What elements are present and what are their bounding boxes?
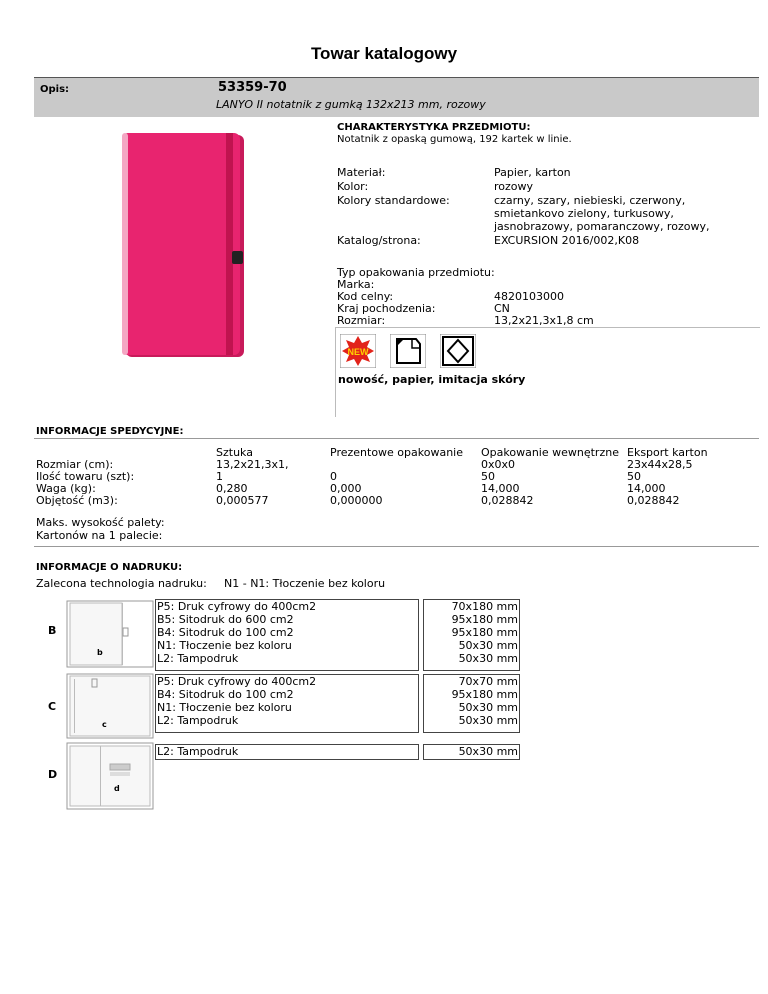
shipping-row-label: Ilość towaru (szt): <box>36 470 135 483</box>
print-method: B5: Sitodruk do 600 cm2 <box>157 613 294 626</box>
print-size: 70x70 mm <box>458 675 518 688</box>
shipping-cell: 50 <box>481 470 495 483</box>
shipping-bottom-divider <box>34 546 759 547</box>
packaging-value: 13,2x21,3x1,8 cm <box>494 314 594 327</box>
printing-heading: INFORMACJE O NADRUKU: <box>36 562 183 573</box>
print-method: N1: Tłoczenie bez koloru <box>157 701 292 714</box>
shipping-cell: 0,000577 <box>216 494 269 507</box>
product-image <box>118 131 258 363</box>
product-code: 53359-70 <box>218 80 287 95</box>
shipping-cell: 0x0x0 <box>481 458 516 471</box>
group-letter-c: C <box>48 700 57 713</box>
thumbnail-c <box>66 673 154 739</box>
print-size: 50x30 mm <box>458 745 518 758</box>
print-size: 95x180 mm <box>451 626 518 639</box>
shipping-row-label: Waga (kg): <box>36 482 96 495</box>
print-method: L2: Tampodruk <box>157 652 239 665</box>
new-badge-text: NEW <box>347 347 369 357</box>
icons-border <box>335 327 336 417</box>
print-size: 50x30 mm <box>458 639 518 652</box>
print-size: 95x180 mm <box>451 613 518 626</box>
page-title: Towar katalogowy <box>310 44 458 63</box>
packaging-label: Rozmiar: <box>337 314 386 327</box>
description-label: Opis: <box>40 84 70 95</box>
new-icon <box>340 334 376 368</box>
attribute-label: Kolory standardowe: <box>337 194 450 207</box>
shipping-cell: 0,000 <box>330 482 362 495</box>
thumbnail-d <box>66 742 154 810</box>
shipping-col-header: Prezentowe opakowanie <box>330 446 463 459</box>
attribute-value: rozowy <box>494 180 534 193</box>
attribute-label: Katalog/strona: <box>337 234 421 247</box>
shipping-cell: 13,2x21,3x1, <box>216 458 289 471</box>
product-description: LANYO II notatnik z gumką 132x213 mm, rozowy <box>216 98 486 111</box>
print-method: P5: Druk cyfrowy do 400cm2 <box>157 600 317 613</box>
print-method: B4: Sitodruk do 100 cm2 <box>157 688 294 701</box>
attribute-value: EXCURSION 2016/002,K08 <box>494 234 640 247</box>
shipping-col-header: Opakowanie wewnętrzne <box>481 446 619 459</box>
pallet-height-label: Maks. wysokość palety: <box>36 516 165 529</box>
shipping-cell: 0,280 <box>216 482 248 495</box>
print-size: 50x30 mm <box>458 652 518 665</box>
thumbnail-c-letter: c <box>102 720 107 729</box>
icons-caption: nowość, papier, imitacja skóry <box>338 373 526 386</box>
shipping-row-label: Objętość (m3): <box>36 494 118 507</box>
recommended-technology-value: N1 - N1: Tłoczenie bez koloru <box>224 577 386 590</box>
characteristics-text: Notatnik z opaską gumową, 192 kartek w linie. <box>337 134 572 145</box>
packaging-value: CN <box>494 302 510 315</box>
product-header <box>34 77 759 117</box>
print-method: P5: Druk cyfrowy do 400cm2 <box>157 675 317 688</box>
leather-imitation-icon <box>440 334 476 368</box>
shipping-cell: 50 <box>627 470 641 483</box>
attribute-value: Papier, karton <box>494 166 571 179</box>
shipping-cell: 0,000000 <box>330 494 383 507</box>
thumbnail-b <box>66 600 154 668</box>
recommended-technology-label: Zalecona technologia nadruku: <box>36 577 207 590</box>
attribute-value: czarny, szary, niebieski, czerwony, smietankovo zielony, turkusowy, jasnobrazowy, pomaranczowy, rozowy, <box>494 194 710 233</box>
shipping-cell: 14,000 <box>481 482 520 495</box>
print-method: L2: Tampodruk <box>157 745 239 758</box>
characteristics-heading: CHARAKTERYSTYKA PRZEDMIOTU: <box>337 122 531 133</box>
print-size: 50x30 mm <box>458 714 518 727</box>
packaging-label: Typ opakowania przedmiotu: <box>337 266 495 279</box>
cartons-per-pallet-label: Kartonów na 1 palecie: <box>36 529 163 542</box>
thumbnail-d-letter: d <box>114 784 120 793</box>
shipping-cell: 0,028842 <box>481 494 534 507</box>
shipping-cell: 23x44x28,5 <box>627 458 693 471</box>
print-size: 50x30 mm <box>458 701 518 714</box>
attribute-label: Kolor: <box>337 180 369 193</box>
thumbnail-b-letter: b <box>97 648 103 657</box>
shipping-heading: INFORMACJE SPEDYCYJNE: <box>36 426 184 437</box>
packaging-label: Kod celny: <box>337 290 394 303</box>
attribute-label: Materiał: <box>337 166 386 179</box>
packaging-label: Kraj pochodzenia: <box>337 302 436 315</box>
group-letter-b: B <box>48 624 57 637</box>
shipping-col-header: Sztuka <box>216 446 253 459</box>
shipping-divider <box>34 438 759 439</box>
shipping-col-header: Eksport karton <box>627 446 708 459</box>
print-size: 70x180 mm <box>451 600 518 613</box>
icons-divider <box>335 327 760 328</box>
group-letter-d: D <box>48 768 58 781</box>
print-method: L2: Tampodruk <box>157 714 239 727</box>
print-size: 95x180 mm <box>451 688 518 701</box>
paper-icon <box>390 334 426 368</box>
shipping-cell: 1 <box>216 470 223 483</box>
packaging-label: Marka: <box>337 278 375 291</box>
shipping-cell: 0 <box>330 470 337 483</box>
shipping-cell: 0,028842 <box>627 494 680 507</box>
print-method: B4: Sitodruk do 100 cm2 <box>157 626 294 639</box>
shipping-row-label: Rozmiar (cm): <box>36 458 114 471</box>
print-method: N1: Tłoczenie bez koloru <box>157 639 292 652</box>
packaging-value: 4820103000 <box>494 290 564 303</box>
shipping-cell: 14,000 <box>627 482 666 495</box>
